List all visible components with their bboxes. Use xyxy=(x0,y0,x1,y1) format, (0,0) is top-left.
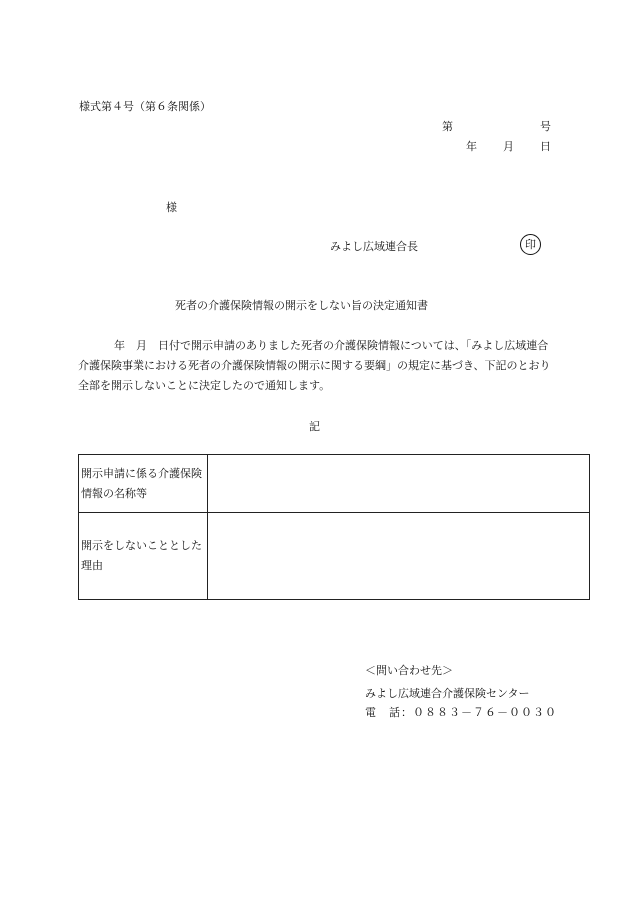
document-number-prefix: 第 xyxy=(442,120,453,133)
body-paragraph: 年 月 日付で開示申請のありました死者の介護保険情報については、「みよし広域連合介護保険事業における死者の介護保険情報の開示に関する要綱」の規定に基づき、下記のとおり全部を開示しないことに決定したので通知します。 xyxy=(78,339,551,392)
date-day-label: 日 xyxy=(540,140,551,153)
contact-phone: 電 話：０８８３－７６－００３０ xyxy=(365,706,557,719)
detail-table xyxy=(78,454,590,600)
recipient-honorific: 様 xyxy=(166,201,177,214)
date-month-label: 月 xyxy=(503,140,514,153)
table-label-reason: 開示をしないこととした理由 xyxy=(79,513,208,600)
document-title: 死者の介護保険情報の開示をしない旨の決定通知書 xyxy=(175,299,428,312)
document-number-suffix: 号 xyxy=(540,120,551,133)
seal-stamp: 印 xyxy=(520,234,541,255)
contact-center-name: みよし広域連合介護保険センター xyxy=(365,687,530,700)
contact-heading: ＜問い合わせ先＞ xyxy=(365,664,453,677)
issuer-name: みよし広域連合長 xyxy=(330,240,418,253)
date-year-label: 年 xyxy=(466,140,477,153)
table-label-info-name: 開示申請に係る介護保険情報の名称等 xyxy=(79,455,208,513)
table-value-info-name xyxy=(208,455,590,513)
ki-label: 記 xyxy=(309,420,320,433)
table-row xyxy=(79,513,590,600)
table-row xyxy=(79,455,590,513)
form-number: 様式第４号（第６条関係） xyxy=(79,100,211,113)
table-value-reason xyxy=(208,513,590,600)
